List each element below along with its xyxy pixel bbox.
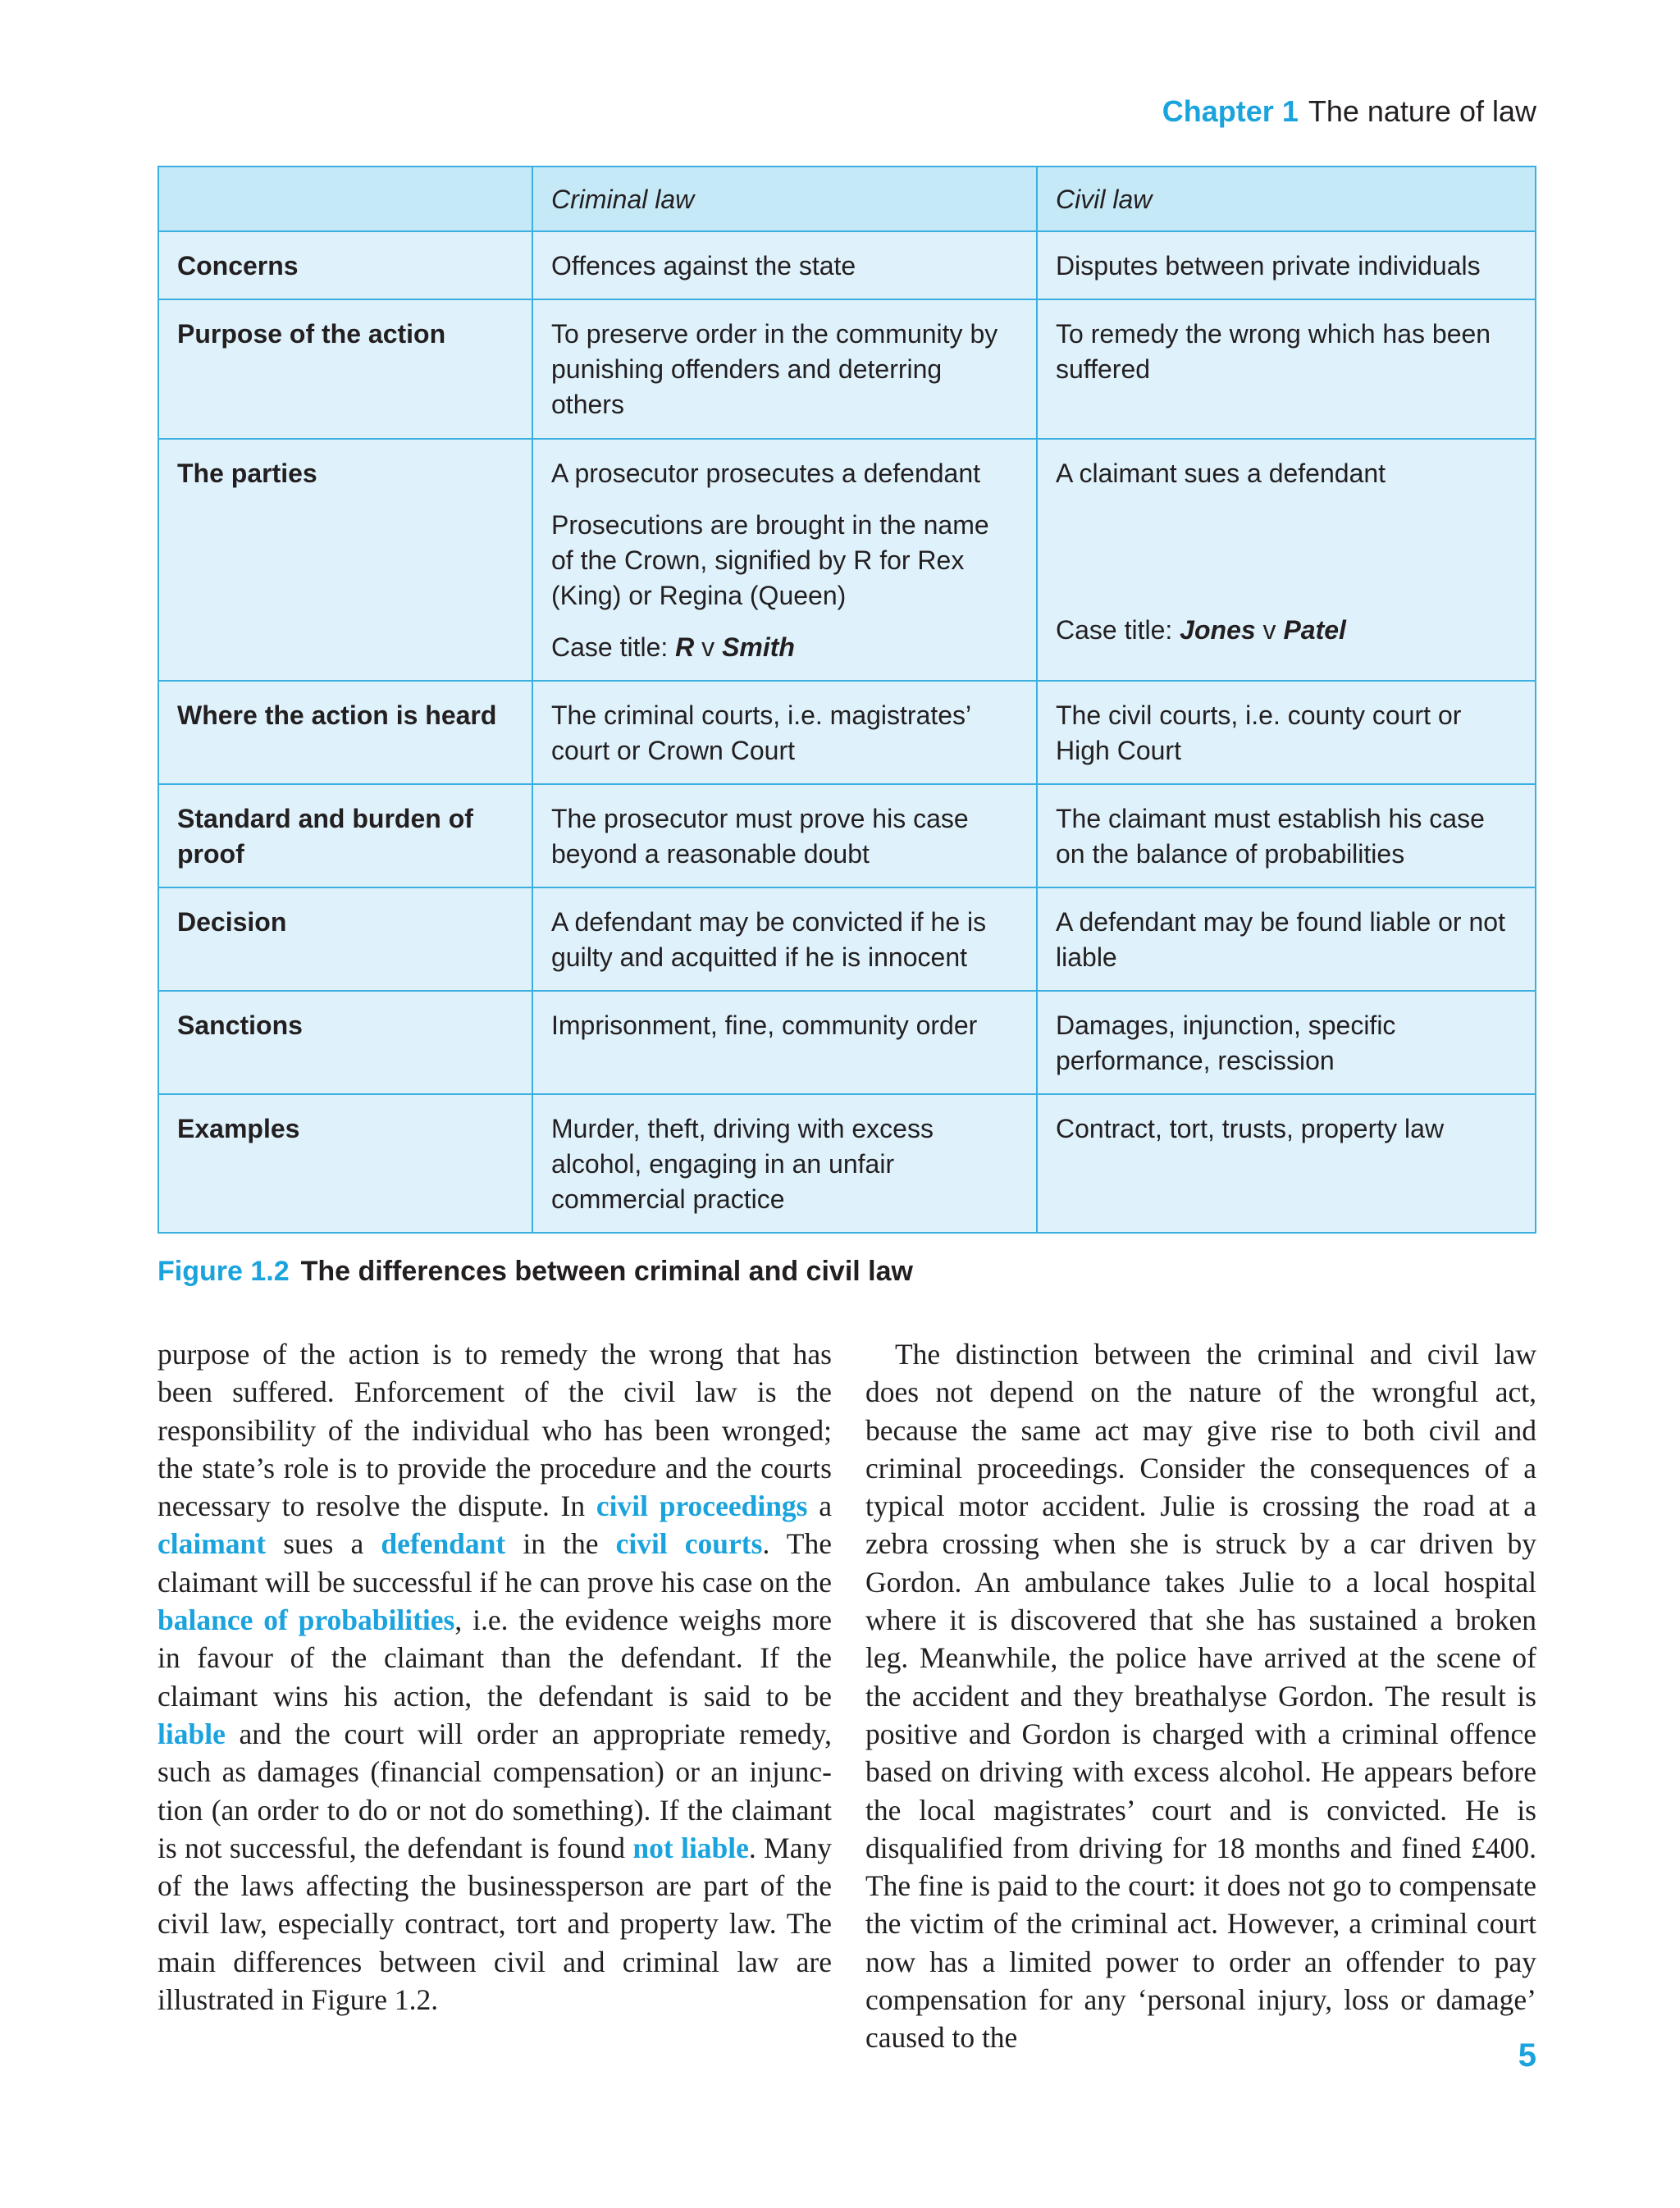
page-number: 5 (1518, 2037, 1536, 2073)
table-row (158, 681, 1536, 784)
row-label: Purpose of the action (158, 299, 532, 439)
table-row (158, 784, 1536, 887)
chapter-title: The nature of law (1308, 94, 1536, 128)
table-row (158, 299, 1536, 439)
criminal-cell: Offences against the state (532, 231, 1037, 299)
civil-cell: A defendant may be found liable or not liable (1037, 887, 1536, 991)
criminal-cell: The criminal courts, i.e. magistrates’ court or Crown Court (532, 681, 1037, 784)
table-row (158, 231, 1536, 299)
keyword-balance-of-probabilities: balance of probabilities (158, 1604, 455, 1637)
criminal-cell: A defendant may be convicted if he is guilty and acquitted if he is innocent (532, 887, 1037, 991)
table-row (158, 1094, 1536, 1233)
civil-cell: Contract, tort, trusts, property law (1037, 1094, 1536, 1233)
parties-criminal-line: A prosecutor prosecutes a defendant (551, 458, 981, 488)
body-paragraph: purpose of the action is to remedy the wrong that has been suffered. Enforcement of the civil law is the responsibility of the individual who has been wronged; the state’s role is to provide the procedure and the courts necessary to resolve the dispute. In civil proceedings a claimant sues a defendant in the civil courts. The claimant will be successful if he can prove his case on the balance of probabilities, i.e. the evidence weighs more in favour of the claimant than the defendant. If the claimant wins his action, the defendant is said to be liable and the court will order an appropriate remedy, such as damages (financial compensation) or an injunction (an order to do or not do something). If the claimant is not successful, the defendant is found not liable. Many of the laws affecting the businessperson are part of the civil law, especially contract, tort and property law. The main differences between civil and criminal law are illustrated in Figure 1.2. (158, 1338, 833, 2017)
keyword-claimant: claimant (158, 1527, 267, 1561)
row-label: Decision (158, 887, 532, 991)
chapter-number: Chapter 1 (1162, 94, 1299, 128)
civil-cell: The civil courts, i.e. county court or High Court (1037, 681, 1536, 784)
table-header-row (158, 167, 1536, 231)
figure-caption (158, 1253, 913, 1289)
right-text-column (865, 1335, 1536, 2057)
civil-cell: Disputes between private individuals (1037, 231, 1536, 299)
parties-civil-line: A claimant sues a defendant (1056, 458, 1386, 488)
civil-cell: To remedy the wrong which has been suffered (1037, 299, 1536, 439)
left-text-column (158, 1335, 832, 2019)
row-label: Standard and burden of proof (158, 784, 532, 887)
row-label: The parties (158, 439, 532, 681)
row-label: Sanctions (158, 991, 532, 1094)
table-row (158, 991, 1536, 1094)
keyword-civil-proceedings: civil proceedings (596, 1489, 808, 1523)
row-label: Concerns (158, 231, 532, 299)
table-row (158, 887, 1536, 991)
criminal-cell: Imprisonment, fine, community order (532, 991, 1037, 1094)
header-cell-criminal: Criminal law (532, 167, 1037, 231)
keyword-civil-courts: civil courts (615, 1527, 763, 1561)
running-header (1162, 92, 1536, 131)
parties-criminal-note: Prosecutions are brought in the name of the Crown, signified by R for Rex (King) or Regina (Queen) (551, 510, 989, 610)
keyword-liable: liable (158, 1717, 226, 1750)
civil-cell: Damages, injunction, specific performance, rescission (1037, 991, 1536, 1094)
comparison-table (158, 166, 1536, 1234)
row-label: Where the action is heard (158, 681, 532, 784)
criminal-cell: The prosecutor must prove his case beyond a reasonable doubt (532, 784, 1037, 887)
criminal-cell: Murder, theft, driving with excess alcohol, engaging in an unfair commercial practice (532, 1094, 1037, 1233)
figure-number: Figure 1.2 (158, 1256, 290, 1287)
civil-cell: The claimant must establish his case on the balance of probabilities (1037, 784, 1536, 887)
header-cell-empty (158, 167, 532, 231)
keyword-defendant: defendant (381, 1527, 506, 1561)
civil-cell (1037, 439, 1536, 681)
figure-title: The differences between criminal and civil law (300, 1256, 913, 1287)
header-cell-civil: Civil law (1037, 167, 1536, 231)
criminal-cell (532, 439, 1037, 681)
table-row (158, 439, 1536, 681)
civil-case-title: Case title: Jones v Patel (1056, 615, 1346, 645)
criminal-case-title: Case title: R v Smith (551, 632, 795, 662)
criminal-cell: To preserve order in the community by punishing offenders and deterring others (532, 299, 1037, 439)
keyword-not-liable: not liable (632, 1831, 749, 1864)
row-label: Examples (158, 1094, 532, 1233)
body-paragraph: The distinction between the criminal and civil law does not depend on the nature of the wrongful act, because the same act may give rise to both civil and criminal proceedings. Consider the consequences of a typical motor accident. Julie is crossing the road at a zebra crossing when she is struck by a car driven by Gordon. An ambulance takes Julie to a local hospital where it is discovered that she has sustained a broken leg. Meanwhile, the police have arrived at the scene of the accident and they breathalyse Gordon. The result is positive and Gordon is charged with a criminal offence based on driving with excess alcohol. He appears before the local magistrates’ court and is convicted. He is disqualified from driving for 18 months and fined £400. The fine is paid to the court: it does not go to compensate the victim of the criminal act. However, a criminal court now has a limited power to order an offender to pay compensation for any ‘personal injury, loss or damage’ caused to the (865, 1338, 1536, 2055)
